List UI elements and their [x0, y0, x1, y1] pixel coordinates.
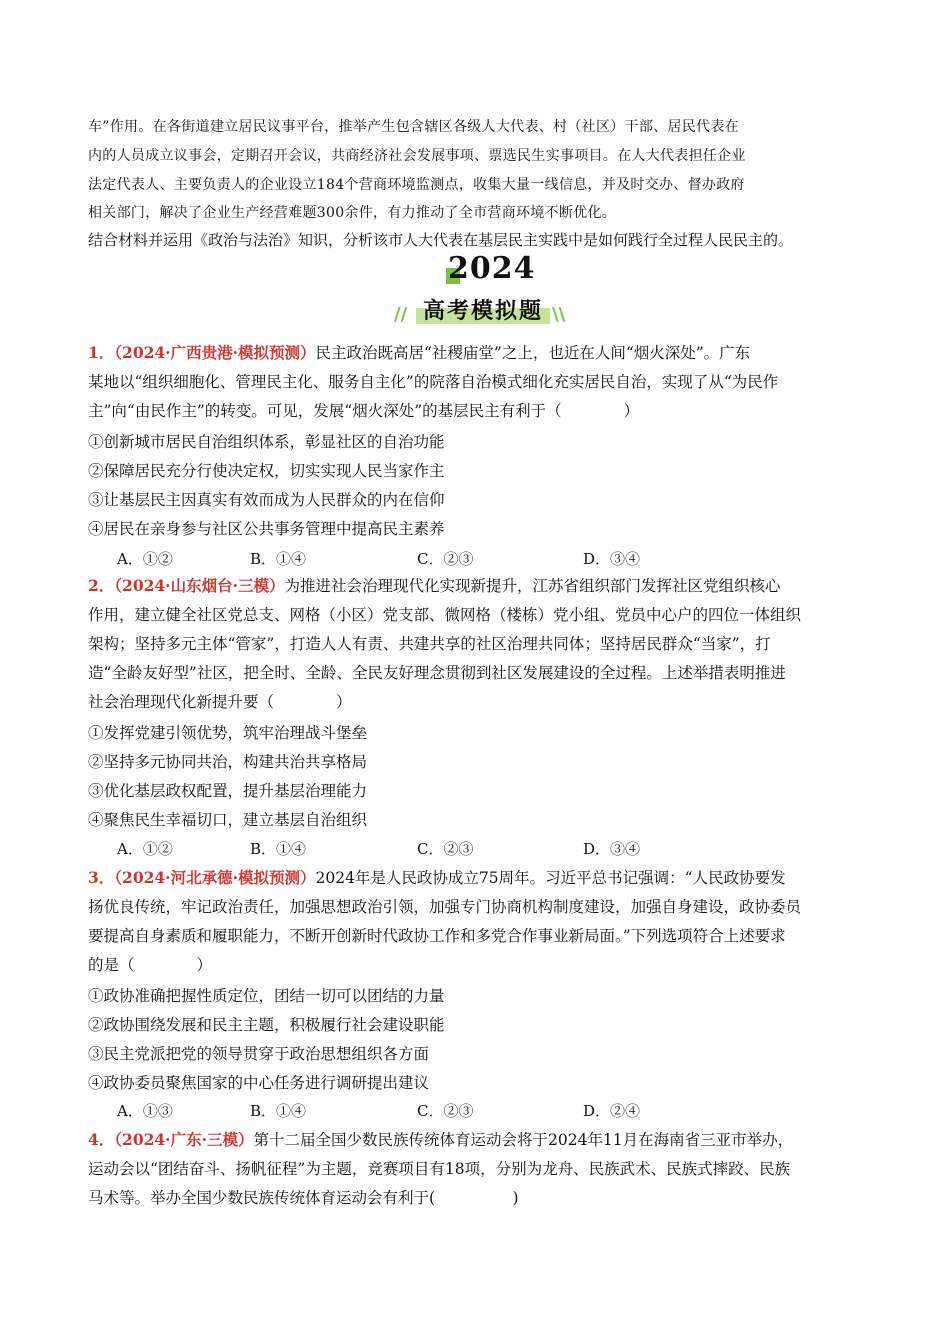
question-3-item-4: ④政协委员聚焦国家的中心任务进行调研提出建议 — [88, 1074, 430, 1092]
question-1-text: 民主政治既高居“社稷庙堂”之上，也近在人间“烟火深处”。广东 — [315, 344, 751, 362]
intro-line-4: 相关部门，解决了企业生产经营难题300余件，有力推动了全市营商环境不断优化。 — [88, 205, 617, 221]
question-2-line: 作用，建立健全社区党总支、网格（小区）党支部、微网格（楼栋）党小组、党员中心户的四位一体组织 — [88, 606, 802, 624]
question-2-first-line — [88, 576, 781, 596]
option-d[interactable]: D．③④ — [583, 840, 641, 858]
question-3-source: （2024·河北承德·模拟预测） — [114, 868, 316, 887]
intro-question: 结合材料并运用《政治与法治》知识，分析该市人大代表在基层民主实践中是如何践行全过程人民民主的。 — [88, 231, 794, 249]
question-2-number: 2． — [88, 576, 115, 595]
option-d[interactable]: D．②④ — [583, 1102, 641, 1120]
question-3-first-line — [88, 868, 786, 888]
intro-line-3: 法定代表人、主要负责人的企业设立184个营商环境监测点，收集大量一线信息，并及时交办、督办政府 — [88, 177, 745, 193]
option-a[interactable]: A．①② — [117, 840, 173, 858]
question-2-item-3: ③优化基层政权配置，提升基层治理能力 — [88, 782, 368, 800]
question-1-item-3: ③让基层民主因真实有效而成为人民群众的内在信仰 — [88, 491, 445, 509]
section-banner — [394, 294, 572, 328]
question-1-source: （2024·广西贵港·模拟预测） — [114, 343, 316, 362]
question-3-line: 要提高自身素质和履职能力，不断开创新时代政协工作和多党合作事业新局面。”下列选项符合上述要求 — [88, 927, 786, 945]
option-c[interactable]: C．②③ — [417, 840, 474, 858]
question-1-first-line — [88, 343, 750, 363]
question-1-line: 主”向“由民作主”的转变。可见，发展“烟火深处”的基层民主有利于（ ） — [88, 402, 640, 420]
question-4-first-line — [88, 1130, 793, 1150]
section-year: 2024 — [448, 251, 536, 286]
question-4-line: 运动会以“团结奋斗、扬帆征程”为主题，竞赛项目有18项，分别为龙舟、民族武术、民族式摔跤、民族 — [88, 1160, 791, 1178]
question-2-source: （2024·山东烟台·三模） — [114, 576, 285, 595]
question-1-number: 1． — [88, 343, 115, 362]
intro-line-2: 内的人员成立议事会，定期召开会议，共商经济社会发展事项、票选民生实事项目。在人大代表担任企业 — [88, 148, 746, 164]
question-1-item-1: ①创新城市居民自治组织体系，彰显社区的自治功能 — [88, 433, 445, 451]
question-2-item-1: ①发挥党建引领优势，筑牢治理战斗堡垒 — [88, 724, 368, 742]
question-3-item-1: ①政协准确把握性质定位，团结一切可以团结的力量 — [88, 987, 445, 1005]
option-b[interactable]: B．①④ — [250, 1102, 307, 1120]
option-c[interactable]: C．②③ — [417, 550, 474, 568]
option-b[interactable]: B．①④ — [250, 550, 307, 568]
question-1-item-4: ④居民在亲身参与社区公共事务管理中提高民主素养 — [88, 520, 445, 538]
question-2-item-2: ②坚持多元协同共治，构建共治共享格局 — [88, 753, 368, 771]
option-b[interactable]: B．①④ — [250, 840, 307, 858]
question-4-text: 第十二届全国少数民族传统体育运动会将于2024年11月在海南省三亚市举办， — [253, 1131, 794, 1149]
question-1-line: 某地以“组织细胞化、管理民主化、服务自主化”的院落自治模式细化充实居民自治，实现了从“为民作 — [88, 373, 779, 391]
option-d[interactable]: D．③④ — [583, 550, 641, 568]
question-1-item-2: ②保障居民充分行使决定权，切实实现人民当家作主 — [88, 462, 445, 480]
option-a[interactable]: A．①② — [117, 550, 173, 568]
option-c[interactable]: C．②③ — [417, 1102, 474, 1120]
question-3-item-3: ③民主党派把党的领导贯穿于政治思想组织各方面 — [88, 1045, 430, 1063]
question-3-line: 扬优良传统，牢记政治责任，加强思想政治引领，加强专门协商机构制度建设，加强自身建设，政协委员 — [88, 898, 802, 916]
section-title: 高考模拟题 — [422, 299, 543, 324]
intro-line-1: 车”作用。在各街道建立居民议事平台，推举产生包含辖区各级人大代表、村（社区）干部、居民代表在 — [88, 119, 739, 135]
option-a[interactable]: A．①③ — [117, 1102, 173, 1120]
question-2-line: 造“全龄友好型”社区，把全时、全龄、全民友好理念贯彻到社区发展建设的全过程。上述举措表明推进 — [88, 664, 786, 682]
question-3-text: 2024年是人民政协成立75周年。习近平总书记强调：“人民政协要发 — [315, 869, 786, 887]
question-2-line: 社会治理现代化新提升要（ ） — [88, 693, 352, 711]
question-4-source: （2024·广东·三模） — [114, 1130, 254, 1149]
question-3-item-2: ②政协围绕发展和民主主题，积极履行社会建设职能 — [88, 1016, 445, 1034]
question-3-line: 的是（ ） — [88, 956, 213, 974]
question-4-line: 马术等。举办全国少数民族传统体育运动会有利于( ) — [88, 1189, 519, 1207]
question-2-line: 架构；坚持多元主体“管家”，打造人人有责、共建共享的社区治理共同体；坚持居民群众“当家”，打 — [88, 635, 771, 653]
question-3-number: 3． — [88, 868, 115, 887]
question-4-number: 4． — [88, 1130, 115, 1149]
banner-slash-left-icon: // — [394, 304, 408, 325]
question-2-text: 为推进社会治理现代化实现新提升，江苏省组织部门发挥社区党组织核心 — [284, 577, 781, 595]
question-2-item-4: ④聚焦民生幸福切口，建立基层自治组织 — [88, 811, 368, 829]
banner-slash-right-icon: \\ — [552, 304, 566, 325]
